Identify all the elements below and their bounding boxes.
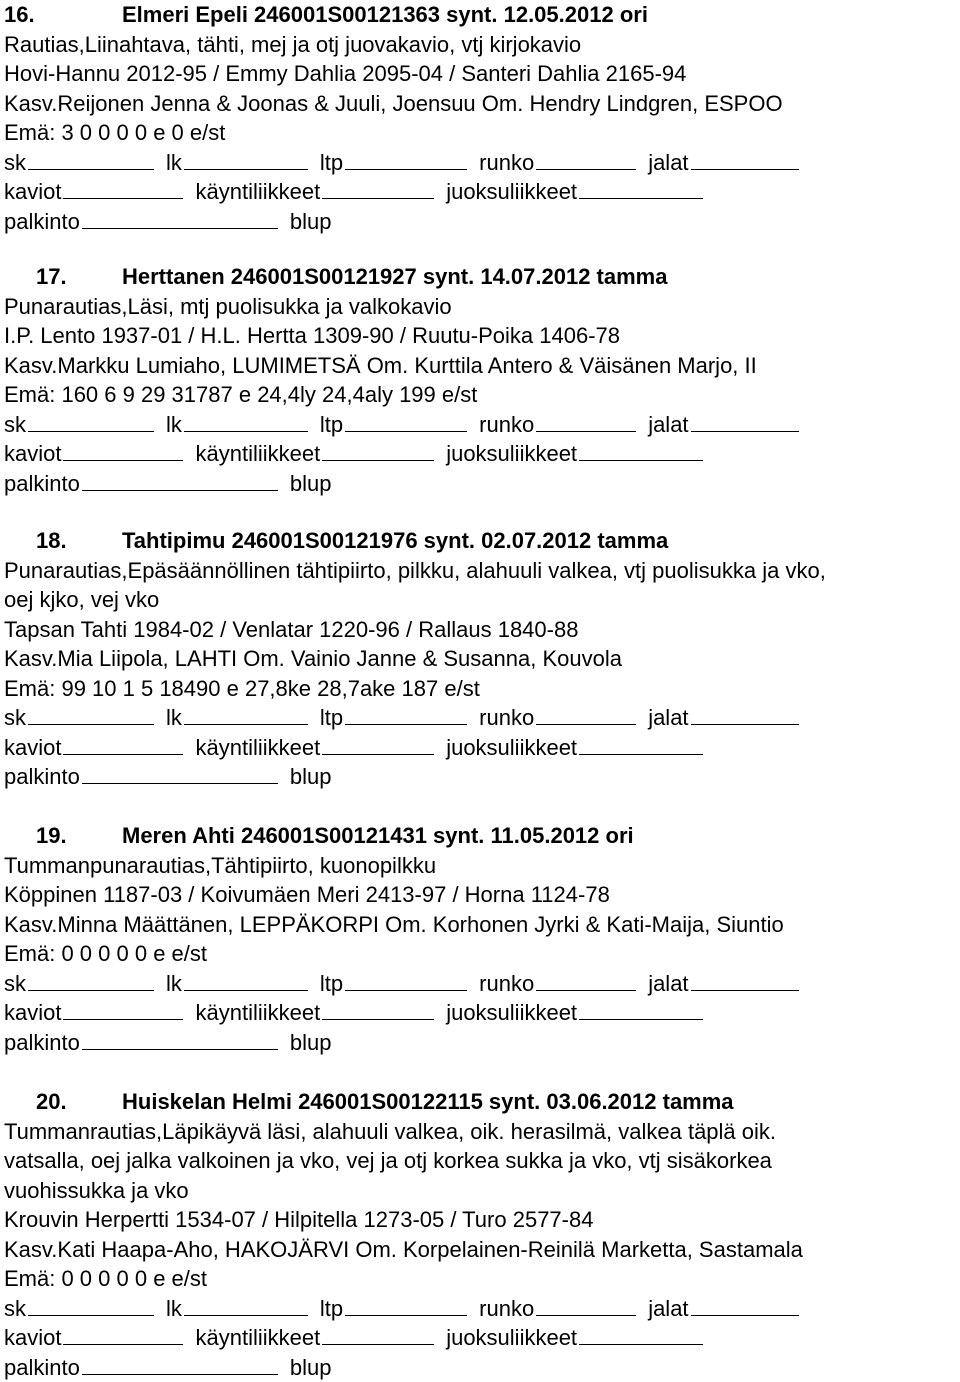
entry-breeder-owner: Kasv.Mia Liipola, LAHTI Om. Vainio Janne & Susanna, Kouvola [4, 646, 622, 671]
sk-field[interactable] [28, 970, 154, 991]
entry-heading [4, 821, 956, 851]
entry-description: Tummanrautias,Läpikäyvä läsi, alahuuli valkea, oik. herasilmä, valkea täplä oik. [4, 1118, 777, 1144]
score-row-1 [4, 410, 956, 440]
entry-breeder-owner: Kasv.Reijonen Jenna & Joonas & Juuli, Joensuu Om. Hendry Lindgren, ESPOO [4, 90, 783, 116]
ltp-label: ltp [319, 705, 344, 730]
entry-breeder-owner: Kasv.Minna Määttänen, LEPPÄKORPI Om. Korhonen Jyrki & Kati-Maija, Siuntio [4, 911, 784, 937]
juoksuliikkeet-field[interactable] [579, 1324, 703, 1345]
jalat-label: jalat [648, 705, 689, 730]
runko-field[interactable] [536, 149, 636, 170]
entry-heading [4, 526, 956, 556]
score-row-2 [4, 1323, 956, 1353]
jalat-field[interactable] [691, 1295, 799, 1316]
runko-field[interactable] [536, 970, 636, 991]
kaviot-field[interactable] [63, 440, 183, 461]
entry-breeder-owner: Kasv.Markku Lumiaho, LUMIMETSÄ Om. Kurttila Antero & Väisänen Marjo, II [4, 352, 757, 378]
entry-description-cont: vatsalla, oej jalka valkoinen ja vko, vej ja otj korkea sukka ja vko, vtj sisäkorkea [4, 1148, 772, 1173]
juoksuliikkeet-label: juoksuliikkeet [446, 179, 578, 204]
kaviot-field[interactable] [63, 999, 183, 1020]
entry-number: 20. [36, 1089, 67, 1114]
juoksuliikkeet-label: juoksuliikkeet [446, 1000, 578, 1025]
entry-pedigree: Tapsan Tahti 1984-02 / Venlatar 1220-96 / Rallaus 1840-88 [4, 616, 579, 642]
score-row-3 [4, 1028, 956, 1058]
juoksuliikkeet-label: juoksuliikkeet [446, 734, 578, 760]
blup-label: blup [289, 470, 332, 496]
kayntiliikkeet-label: käyntiliikkeet [195, 734, 321, 760]
entry-title: Elmeri Epeli 246001S00121363 synt. 12.05.2012 ori [122, 2, 648, 27]
runko-label: runko [479, 1295, 535, 1321]
jalat-label: jalat [648, 149, 689, 175]
palkinto-field[interactable] [82, 208, 278, 229]
kayntiliikkeet-field[interactable] [322, 734, 434, 755]
score-row-3 [4, 207, 956, 237]
entry-16 [4, 0, 956, 236]
ltp-field[interactable] [345, 704, 467, 725]
sk-field[interactable] [28, 1295, 154, 1316]
kaviot-field[interactable] [63, 178, 183, 199]
entry-20 [4, 1087, 956, 1382]
runko-label: runko [479, 705, 535, 730]
palkinto-label: palkinto [4, 470, 80, 496]
score-row-2 [4, 439, 956, 469]
score-row-2 [4, 998, 956, 1028]
score-row-1 [4, 148, 956, 178]
sk-field[interactable] [28, 704, 154, 725]
juoksuliikkeet-label: juoksuliikkeet [446, 441, 578, 466]
lk-label: lk [166, 1295, 182, 1321]
jalat-label: jalat [648, 1295, 689, 1321]
entry-pedigree: Krouvin Herpertti 1534-07 / Hilpitella 1273-05 / Turo 2577-84 [4, 1207, 594, 1232]
entry-heading [4, 1087, 956, 1117]
sk-label: sk [4, 411, 26, 437]
jalat-label: jalat [648, 411, 689, 437]
blup-label: blup [289, 764, 332, 789]
entry-title: Meren Ahti 246001S00121431 synt. 11.05.2012 ori [122, 823, 634, 848]
entry-number: 18. [36, 528, 67, 553]
ltp-field[interactable] [345, 411, 467, 432]
entry-19 [4, 821, 956, 1057]
blup-label: blup [289, 208, 332, 234]
juoksuliikkeet-field[interactable] [579, 178, 703, 199]
ltp-field[interactable] [345, 149, 467, 170]
jalat-field[interactable] [691, 970, 799, 991]
entry-dam-stats: Emä: 0 0 0 0 0 e e/st [4, 1266, 208, 1291]
kayntiliikkeet-field[interactable] [322, 1324, 434, 1345]
entry-description-cont: oej kjko, vej vko [4, 587, 160, 612]
entry-18 [4, 526, 956, 792]
kaviot-label: kaviot [4, 441, 62, 466]
lk-field[interactable] [184, 704, 308, 725]
entry-dam-stats: Emä: 99 10 1 5 18490 e 27,8ke 28,7ake 187 e/st [4, 675, 480, 701]
sk-label: sk [4, 970, 26, 996]
blup-label: blup [289, 1029, 332, 1055]
palkinto-field[interactable] [82, 470, 278, 491]
jalat-label: jalat [648, 970, 689, 996]
kayntiliikkeet-label: käyntiliikkeet [195, 179, 321, 204]
runko-label: runko [479, 149, 535, 175]
score-row-2 [4, 733, 956, 763]
kayntiliikkeet-field[interactable] [322, 178, 434, 199]
kaviot-label: kaviot [4, 1000, 62, 1025]
kayntiliikkeet-field[interactable] [322, 440, 434, 461]
kaviot-label: kaviot [4, 1325, 62, 1350]
runko-field[interactable] [536, 704, 636, 725]
sk-field[interactable] [28, 411, 154, 432]
lk-field[interactable] [184, 970, 308, 991]
kayntiliikkeet-label: käyntiliikkeet [195, 441, 321, 466]
blup-label: blup [289, 1354, 332, 1380]
entry-pedigree: I.P. Lento 1937-01 / H.L. Hertta 1309-90 / Ruutu-Poika 1406-78 [4, 323, 620, 348]
entry-title: Huiskelan Helmi 246001S00122115 synt. 03.06.2012 tamma [122, 1089, 734, 1114]
juoksuliikkeet-label: juoksuliikkeet [446, 1325, 578, 1350]
sk-field[interactable] [28, 149, 154, 170]
score-row-3 [4, 469, 956, 499]
ltp-label: ltp [319, 149, 344, 175]
palkinto-label: palkinto [4, 208, 80, 234]
entry-description-cont: vuohissukka ja vko [4, 1177, 189, 1203]
lk-label: lk [166, 149, 182, 175]
entry-dam-stats: Emä: 160 6 9 29 31787 e 24,4ly 24,4aly 199 e/st [4, 382, 478, 407]
ltp-field[interactable] [345, 1295, 467, 1316]
kaviot-label: kaviot [4, 179, 62, 204]
score-row-3 [4, 762, 956, 792]
ltp-label: ltp [319, 970, 344, 996]
palkinto-label: palkinto [4, 764, 80, 789]
kayntiliikkeet-label: käyntiliikkeet [195, 1325, 321, 1350]
kayntiliikkeet-label: käyntiliikkeet [195, 1000, 321, 1025]
entry-description: Punarautias,Läsi, mtj puolisukka ja valkokavio [4, 293, 452, 319]
score-row-2 [4, 177, 956, 207]
entry-description: Rautias,Liinahtava, tähti, mej ja otj juovakavio, vtj kirjokavio [4, 31, 582, 57]
ltp-label: ltp [319, 411, 344, 437]
kayntiliikkeet-field[interactable] [322, 999, 434, 1020]
entry-breeder-owner: Kasv.Kati Haapa-Aho, HAKOJÄRVI Om. Korpelainen-Reinilä Marketta, Sastamala [4, 1236, 803, 1262]
runko-field[interactable] [536, 411, 636, 432]
kaviot-label: kaviot [4, 734, 62, 760]
lk-field[interactable] [184, 149, 308, 170]
score-row-1 [4, 703, 956, 733]
palkinto-field[interactable] [82, 763, 278, 784]
palkinto-label: palkinto [4, 1354, 80, 1380]
entry-description: Punarautias,Epäsäännöllinen tähtipiirto, pilkku, alahuuli valkea, vtj puolisukka ja vko, [4, 557, 826, 583]
juoksuliikkeet-field[interactable] [579, 734, 703, 755]
jalat-field[interactable] [691, 704, 799, 725]
entry-description: Tummanpunarautias,Tähtipiirto, kuonopilkku [4, 852, 437, 878]
kaviot-field[interactable] [63, 734, 183, 755]
entry-17 [4, 262, 956, 498]
palkinto-field[interactable] [82, 1354, 278, 1375]
ltp-label: ltp [319, 1295, 344, 1321]
kaviot-field[interactable] [63, 1324, 183, 1345]
ltp-field[interactable] [345, 970, 467, 991]
score-row-1 [4, 969, 956, 999]
lk-label: lk [166, 705, 182, 730]
sk-label: sk [4, 149, 26, 175]
entry-number: 17. [36, 264, 67, 289]
sk-label: sk [4, 1295, 26, 1321]
entry-dam-stats: Emä: 0 0 0 0 0 e e/st [4, 941, 208, 966]
entry-title: Tahtipimu 246001S00121976 synt. 02.07.2012 tamma [122, 528, 669, 553]
lk-label: lk [166, 411, 182, 437]
entry-pedigree: Hovi-Hannu 2012-95 / Emmy Dahlia 2095-04 / Santeri Dahlia 2165-94 [4, 61, 687, 86]
lk-field[interactable] [184, 411, 308, 432]
sk-label: sk [4, 705, 26, 730]
runko-label: runko [479, 411, 535, 437]
entry-pedigree: Köppinen 1187-03 / Koivumäen Meri 2413-97 / Horna 1124-78 [4, 882, 610, 907]
entry-number: 19. [36, 823, 67, 848]
score-row-1 [4, 1294, 956, 1324]
runko-label: runko [479, 970, 535, 996]
jalat-field[interactable] [691, 149, 799, 170]
juoksuliikkeet-field[interactable] [579, 440, 703, 461]
entry-heading [4, 0, 956, 30]
juoksuliikkeet-field[interactable] [579, 999, 703, 1020]
palkinto-label: palkinto [4, 1029, 80, 1055]
runko-field[interactable] [536, 1295, 636, 1316]
palkinto-field[interactable] [82, 1029, 278, 1050]
entry-title: Herttanen 246001S00121927 synt. 14.07.2012 tamma [122, 264, 668, 289]
entry-dam-stats: Emä: 3 0 0 0 0 e 0 e/st [4, 120, 226, 145]
entry-number: 16. [4, 2, 35, 27]
lk-label: lk [166, 970, 182, 996]
lk-field[interactable] [184, 1295, 308, 1316]
score-row-3 [4, 1353, 956, 1382]
entry-heading [4, 262, 956, 292]
jalat-field[interactable] [691, 411, 799, 432]
